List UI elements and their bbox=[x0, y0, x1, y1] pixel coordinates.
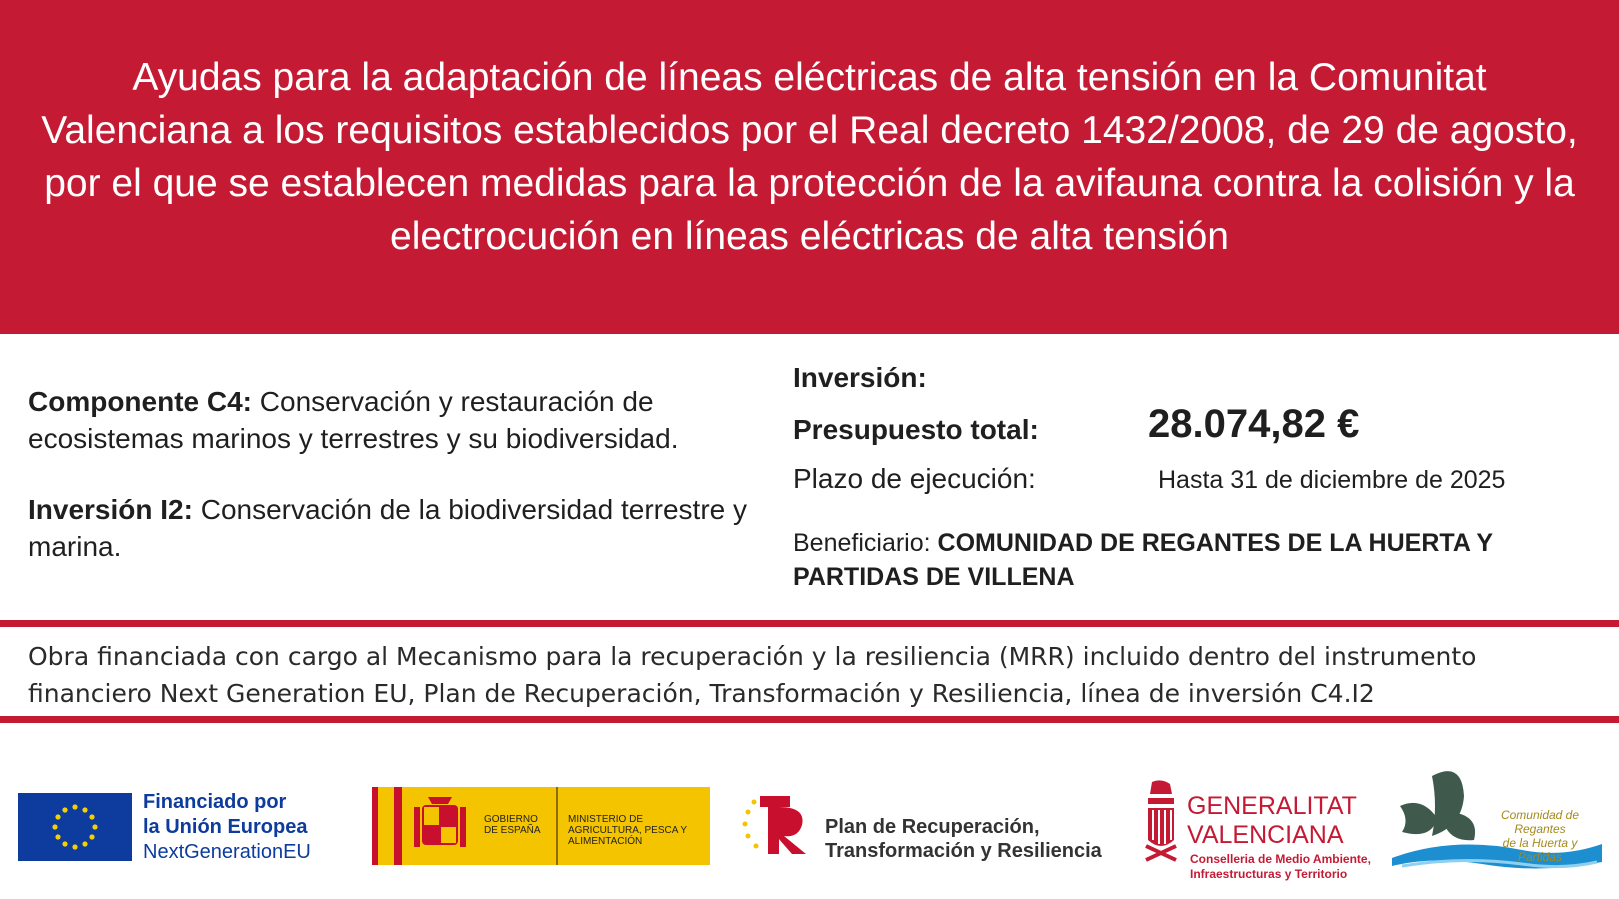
componente-label: Componente C4: bbox=[28, 386, 252, 417]
plan-recuperacion-icon bbox=[740, 792, 810, 857]
eu-line2: la Unión Europea bbox=[143, 816, 308, 838]
divider-bottom bbox=[0, 716, 1619, 723]
beneficiario-line bbox=[793, 526, 1573, 594]
coat-of-arms-icon bbox=[412, 795, 468, 857]
inversion-text: Conservación de la biodiversidad terrestre y marina. bbox=[28, 494, 747, 562]
eu-line1: Financiado por bbox=[143, 791, 287, 813]
prtr-line1: Plan de Recuperación, bbox=[825, 816, 1040, 838]
plan-recuperacion-text bbox=[825, 815, 1102, 863]
componente-text: Conservación y restauración de ecosistemas marinos y terrestres y su biodiversidad. bbox=[28, 386, 679, 454]
cr-line1: Comunidad de Regantes bbox=[1500, 808, 1580, 836]
eu-line3: NextGenerationEU bbox=[143, 841, 311, 863]
beneficiario-value: COMUNIDAD DE REGANTES DE LA HUERTA Y PARTIDAS DE VILLENA bbox=[793, 529, 1493, 591]
presupuesto-label: Presupuesto total: bbox=[793, 414, 1039, 445]
logo-divider bbox=[556, 787, 558, 865]
funding-note: Obra financiada con cargo al Mecanismo para la recuperación y la resiliencia (MRR) incluido dentro del instrumento financiero Next Generation EU, Plan de Recuperación, Transformación y Resiliencia, línea de inversión C4.I2 bbox=[28, 642, 1477, 708]
spain-flag-yellow bbox=[378, 787, 394, 865]
gva-sub1: Conselleria de Medio Ambiente, bbox=[1190, 852, 1371, 866]
presupuesto-value: 28.074,82 € bbox=[1148, 402, 1360, 446]
cr-line2: de la Huerta y Partidas bbox=[1502, 836, 1578, 864]
page-title: Ayudas para la adaptación de líneas eléctricas de alta tensión en la Comunitat Valenciana a los requisitos establecidos por el Real decreto 1432/2008, de 29 de agosto, por el que se establecen medidas para la protección de la avifauna contra la colisión y la electrocución en líneas eléctricas de alta tensión bbox=[41, 56, 1578, 258]
eu-flag-icon bbox=[18, 793, 132, 861]
inversion-heading: Inversión: bbox=[793, 362, 927, 393]
componente-paragraph bbox=[28, 383, 748, 457]
inversion-paragraph bbox=[28, 491, 748, 565]
gobierno-text: GOBIERNO DE ESPAÑA bbox=[484, 814, 541, 836]
plazo-label: Plazo de ejecución: bbox=[793, 463, 1036, 494]
prtr-line2: Transformación y Resiliencia bbox=[825, 840, 1102, 862]
beneficiario-label: Beneficiario: bbox=[793, 529, 938, 557]
inversion-label: Inversión I2: bbox=[28, 494, 193, 525]
gva-sub2: Infraestructuras y Territorio bbox=[1190, 867, 1348, 881]
plazo-value: Hasta 31 de diciembre de 2025 bbox=[1158, 466, 1506, 494]
component-info bbox=[28, 383, 748, 599]
conselleria-text bbox=[1190, 852, 1371, 882]
gva-line2: VALENCIANA bbox=[1187, 821, 1344, 849]
generalitat-text bbox=[1187, 792, 1357, 850]
title-banner bbox=[0, 0, 1619, 334]
eu-logo-text bbox=[143, 790, 311, 865]
gobierno-espana-logo bbox=[372, 787, 710, 865]
gva-line1: GENERALITAT bbox=[1187, 792, 1357, 820]
divider-top bbox=[0, 620, 1619, 627]
ministerio-text: MINISTERIO DE AGRICULTURA, PESCA Y ALIMENTACIÓN bbox=[568, 814, 687, 847]
generalitat-emblem-icon bbox=[1142, 778, 1180, 868]
comunidad-regantes-text bbox=[1485, 808, 1595, 864]
